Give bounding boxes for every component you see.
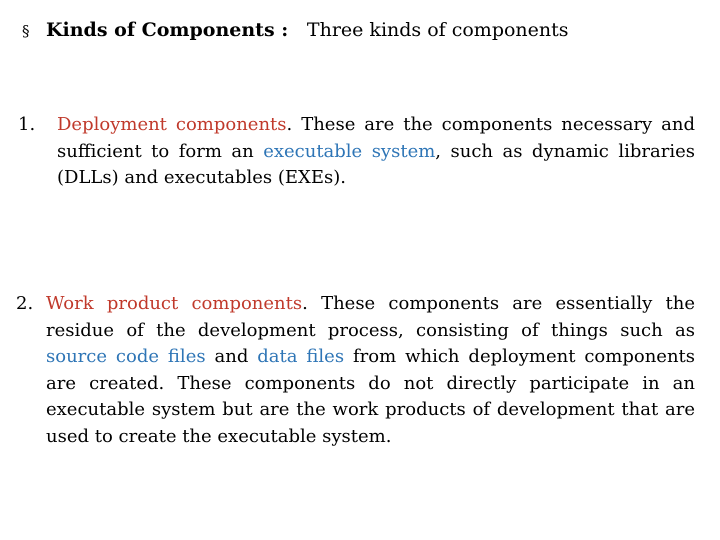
heading-text: Three kinds of components bbox=[306, 19, 569, 41]
term-work-product-components: Work product components bbox=[46, 293, 303, 314]
list-item-work-product-components bbox=[16, 291, 695, 450]
heading-label: Kinds of Components : bbox=[46, 19, 289, 41]
highlight-source-code-files: source code files bbox=[46, 346, 206, 367]
slide-heading bbox=[22, 17, 569, 44]
highlight-data-files: data files bbox=[257, 346, 345, 367]
square-bullet-icon: § bbox=[22, 22, 30, 40]
item-text: . These are the components necessary and sufficient to form an bbox=[57, 114, 696, 162]
list-number: 2. bbox=[16, 293, 34, 314]
item-text: and bbox=[205, 346, 258, 367]
list-number: 1. bbox=[18, 114, 36, 135]
list-item-text bbox=[46, 291, 695, 450]
list-item-text bbox=[57, 112, 695, 192]
highlight-executable-system: executable system bbox=[263, 140, 436, 162]
term-deployment-components: Deployment components bbox=[57, 114, 287, 135]
list-item-deployment-components bbox=[18, 112, 695, 192]
item-text: from which deployment components are created. These components do not directly participate in an executable system but are the work products of development that are used to create the executable system. bbox=[46, 346, 696, 447]
item-text: . These components are essentially the residue of the development process, consisting of things such as bbox=[46, 293, 695, 341]
item-text: , such as dynamic libraries (DLLs) and executables (EXEs). bbox=[57, 140, 695, 188]
